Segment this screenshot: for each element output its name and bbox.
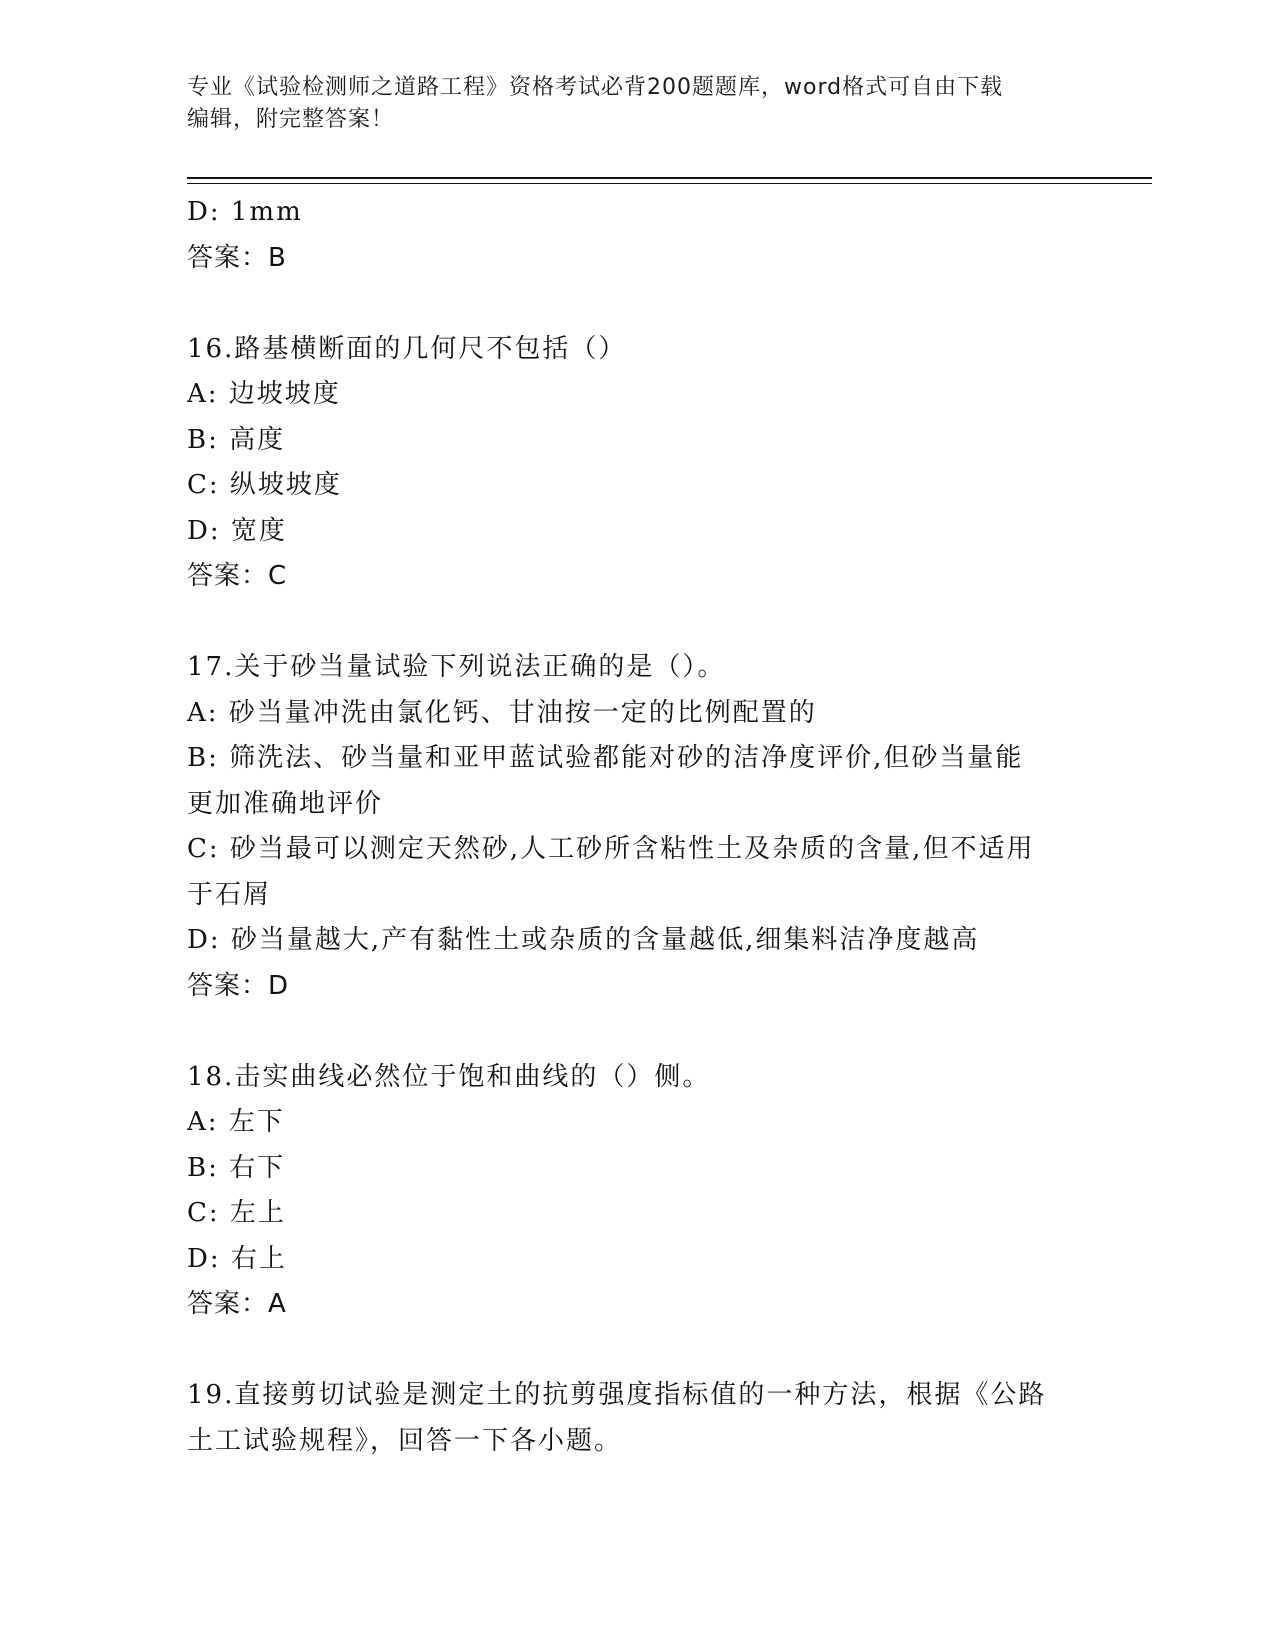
question-list (187, 190, 1077, 1464)
option-a: A: 左下 (187, 1107, 285, 1137)
answer-line: 答案：B (187, 242, 287, 273)
question-stem: 16.路基横断面的几何尺不包括（） (187, 333, 627, 364)
option-c-line-1: C: 砂当最可以测定天然砂,人工砂所含粘性土及杂质的含量,但不适用 (187, 834, 1035, 864)
option-c: C: 纵坡坡度 (187, 470, 342, 500)
question-block-16 (187, 327, 1077, 600)
option-c: C: 左上 (187, 1198, 286, 1228)
option-d: D: 右上 (187, 1243, 287, 1274)
option-c-line-2: 于石屑 (187, 879, 272, 910)
question-stem-line-1: 19.直接剪切试验是测定土的抗剪强度指标值的一种方法，根据《公路 (187, 1380, 1047, 1410)
question-stem: 18.击实曲线必然位于饱和曲线的（）侧。 (187, 1061, 711, 1092)
question-block-19 (187, 1373, 1077, 1464)
header-rule-thin (187, 183, 1152, 184)
question-stem-line-2: 土工试验规程》，回答一下各小题。 (187, 1425, 623, 1456)
spacer (187, 1009, 1077, 1055)
document-header (187, 72, 1067, 136)
option-d: D: 宽度 (187, 515, 287, 546)
spacer (187, 600, 1077, 646)
spacer (187, 281, 1077, 327)
answer-line: 答案：D (187, 970, 290, 1001)
question-block-17 (187, 645, 1077, 1009)
option-b: B: 高度 (187, 424, 286, 455)
option-b-line-1: B: 筛洗法、砂当量和亚甲蓝试验都能对砂的洁净度评价,但砂当量能 (187, 743, 1024, 773)
option-a: A: 砂当量冲洗由氯化钙、甘油按一定的比例配置的 (187, 697, 817, 728)
header-line-2: 编辑，附完整答案！ (187, 107, 395, 132)
answer-line: 答案：C (187, 561, 288, 591)
question-block-prev (187, 190, 1077, 281)
spacer (187, 1328, 1077, 1374)
option-b: B: 右下 (187, 1152, 286, 1183)
header-line-1: 专业《试验检测师之道路工程》资格考试必背200题题库，word格式可自由下载 (187, 75, 1004, 100)
option-d: D: 1mm (187, 197, 303, 227)
option-a: A: 边坡坡度 (187, 379, 341, 409)
question-stem: 17.关于砂当量试验下列说法正确的是（）。 (187, 652, 726, 682)
option-b-line-2: 更加准确地评价 (187, 788, 384, 819)
header-rule-thick (187, 177, 1152, 179)
answer-line: 答案：A (187, 1289, 287, 1319)
question-block-18 (187, 1055, 1077, 1328)
option-d: D: 砂当量越大,产有黏性土或杂质的含量越低,细集料洁净度越高 (187, 925, 980, 955)
